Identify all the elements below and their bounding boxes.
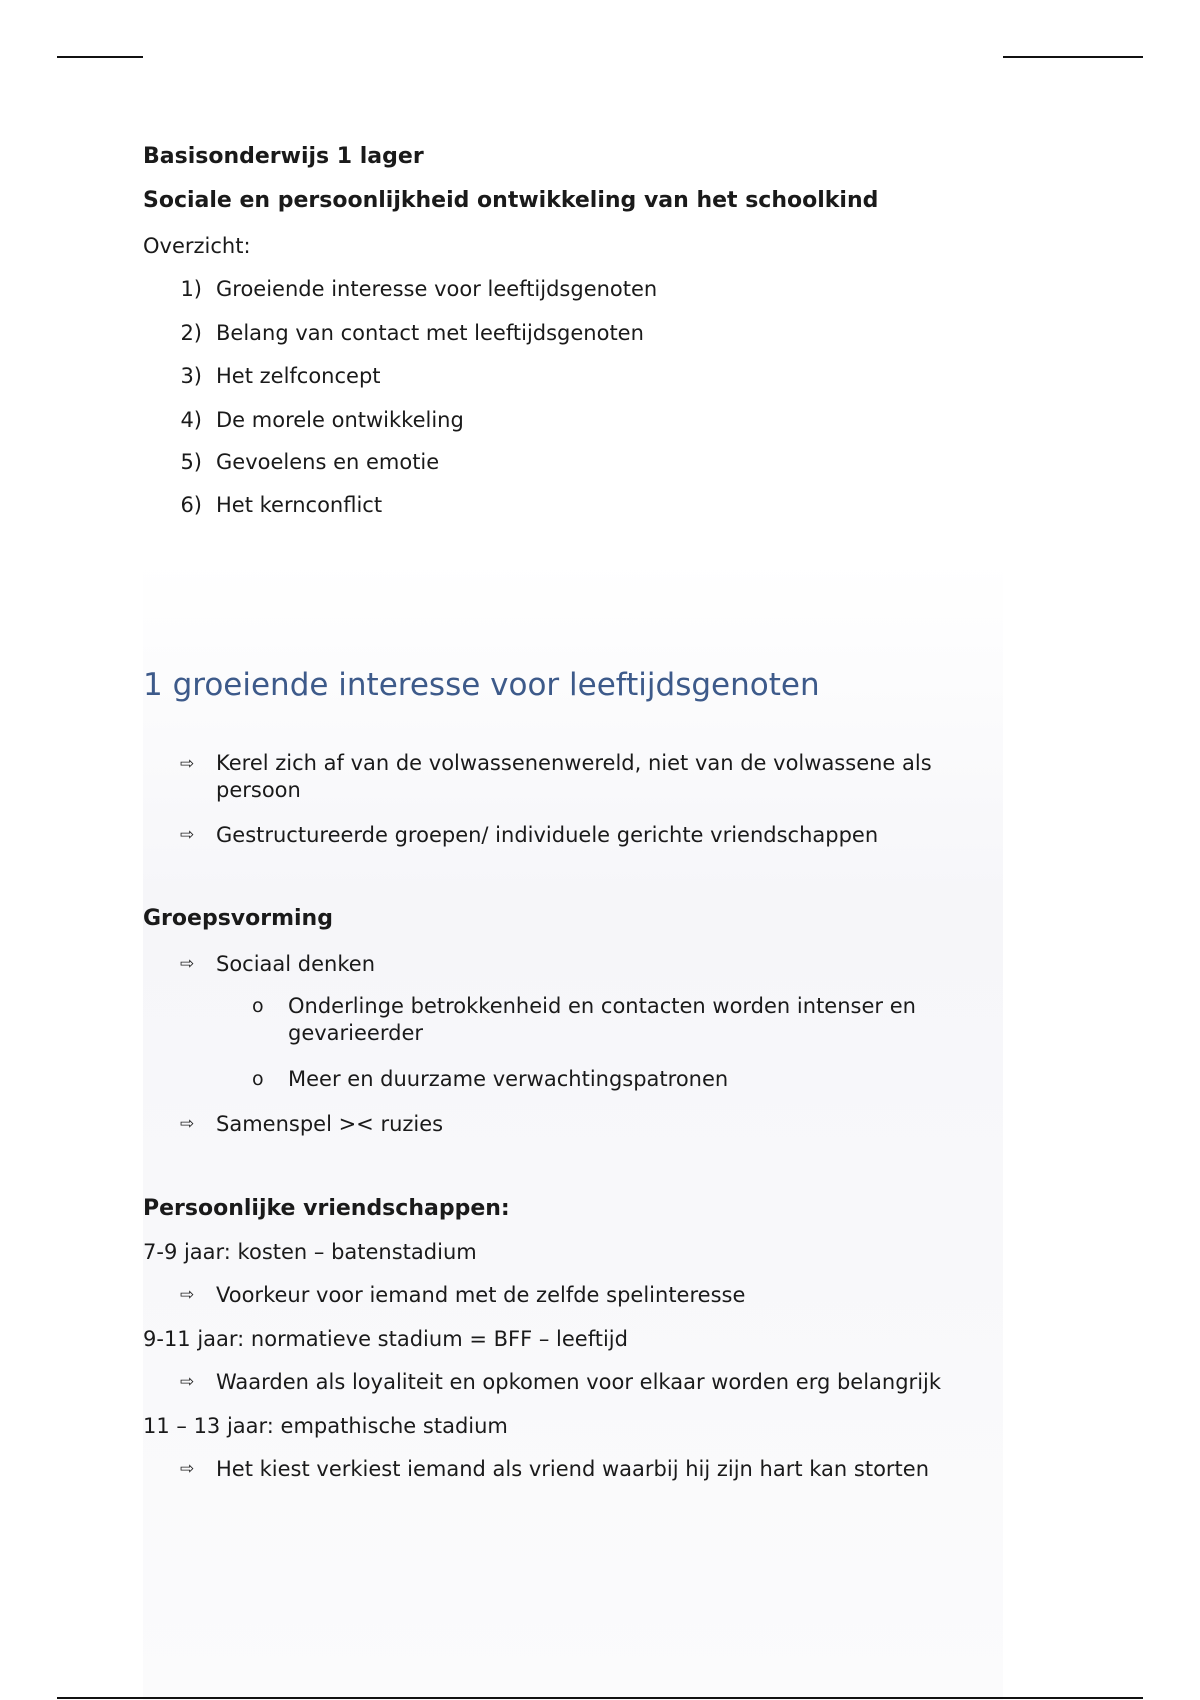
document-subtitle: Sociale en persoonlijkheid ontwikkeling van het schoolkind [143, 188, 879, 213]
stage-label: 11 – 13 jaar: empathische stadium [143, 1414, 508, 1438]
overview-label: Overzicht: [143, 234, 251, 258]
subheading-groepsvorming: Groepsvorming [143, 906, 333, 931]
overview-item-number: 4) [180, 408, 202, 432]
bullet-text: Waarden als loyaliteit en opkomen voor elkaar worden erg belangrijk [216, 1370, 942, 1394]
overview-item: Gevoelens en emotie [216, 450, 440, 474]
bullet-text: Voorkeur voor iemand met de zelfde spelinteresse [216, 1283, 746, 1307]
arrow-right-outline-icon: ⇨ [180, 825, 195, 845]
overview-item-number: 5) [180, 450, 202, 474]
document-title: Basisonderwijs 1 lager [143, 144, 424, 169]
bullet-text: Kerel zich af van de volwassenenwereld, niet van de volwassene als persoon [216, 751, 932, 802]
overview-item-number: 6) [180, 493, 202, 517]
arrow-right-outline-icon: ⇨ [180, 1285, 195, 1305]
overview-item: Het kernconflict [216, 493, 383, 517]
bullet-text: Gestructureerde groepen/ individuele gerichte vriendschappen [216, 823, 879, 847]
overview-item: Belang van contact met leeftijdsgenoten [216, 321, 644, 345]
bullet-text: Sociaal denken [216, 952, 376, 976]
sub-bullet-text: Onderlinge betrokkenheid en contacten worden intenser en gevarieerder [288, 994, 916, 1045]
stage-label: 7-9 jaar: kosten – batenstadium [143, 1240, 477, 1264]
bullet-text: Het kiest verkiest iemand als vriend waarbij hij zijn hart kan storten [216, 1457, 930, 1481]
document-page [143, 0, 1003, 1700]
stage-label: 9-11 jaar: normatieve stadium = BFF – leeftijd [143, 1327, 628, 1351]
overview-item: De morele ontwikkeling [216, 408, 464, 432]
overview-item: Groeiende interesse voor leeftijdsgenoten [216, 277, 658, 301]
overview-item-number: 3) [180, 364, 202, 388]
arrow-right-outline-icon: ⇨ [180, 1459, 195, 1479]
bottom-rule [57, 1697, 1143, 1699]
section-heading: 1 groeiende interesse voor leeftijdsgenoten [143, 667, 820, 703]
sub-bullet-marker: o [252, 995, 264, 1017]
sub-bullet-text: Meer en duurzame verwachtingspatronen [288, 1067, 729, 1091]
arrow-right-outline-icon: ⇨ [180, 754, 195, 774]
arrow-right-outline-icon: ⇨ [180, 1372, 195, 1392]
arrow-right-outline-icon: ⇨ [180, 1114, 195, 1134]
arrow-right-outline-icon: ⇨ [180, 954, 195, 974]
overview-item-number: 2) [180, 321, 202, 345]
bullet-text: Samenspel >< ruzies [216, 1112, 444, 1136]
subheading-vriendschappen: Persoonlijke vriendschappen: [143, 1196, 510, 1221]
overview-item-number: 1) [180, 277, 202, 301]
sub-bullet-marker: o [252, 1068, 264, 1090]
overview-item: Het zelfconcept [216, 364, 381, 388]
